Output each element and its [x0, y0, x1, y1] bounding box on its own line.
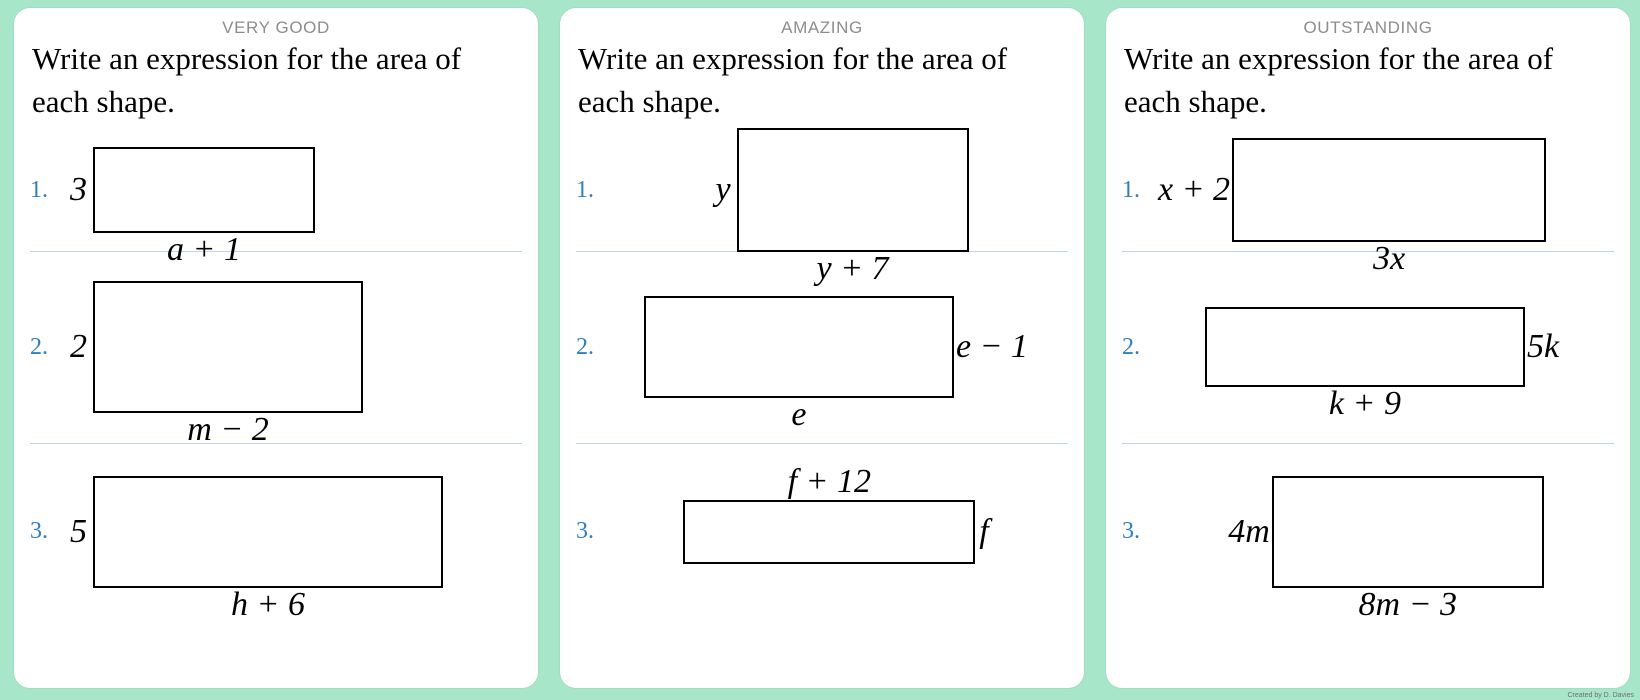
bottom-side-label: m − 2 — [187, 411, 269, 449]
question-figure — [64, 147, 522, 269]
card-instruction: Write an expression for the area of each shape. — [578, 41, 1008, 119]
question-number: 3. — [30, 518, 48, 545]
question-figure — [610, 462, 1068, 564]
left-side-label: 4m — [1228, 512, 1270, 550]
question-figure — [64, 281, 522, 449]
left-side-label: x + 2 — [1158, 171, 1231, 209]
question-row — [30, 444, 522, 623]
question-figure — [610, 128, 1068, 288]
question-figure — [1156, 307, 1614, 423]
rectangle-shape — [644, 296, 954, 398]
question-number: 2. — [1122, 333, 1140, 360]
rectangle-wrap — [683, 462, 975, 564]
question-number: 3. — [1122, 518, 1140, 545]
left-side-label: 5 — [70, 512, 87, 550]
rectangle-wrap — [1205, 307, 1525, 423]
question-number: 3. — [576, 518, 594, 545]
left-side-label: y — [715, 171, 731, 209]
question-number: 1. — [576, 176, 594, 203]
card-level-label: VERY GOOD — [222, 18, 330, 37]
question-list — [1122, 130, 1614, 623]
rectangle-wrap — [93, 281, 363, 449]
question-figure — [1156, 476, 1614, 623]
left-side-label: 2 — [70, 328, 87, 366]
rectangle-wrap — [1272, 476, 1544, 623]
question-row — [30, 252, 522, 449]
card-instruction: Write an expression for the area of each shape. — [32, 41, 462, 119]
bottom-side-label: e — [791, 396, 807, 434]
card-outstanding — [1106, 8, 1630, 688]
question-number: 1. — [30, 176, 48, 203]
bottom-side-label: h + 6 — [231, 585, 305, 623]
rectangle-shape — [1205, 307, 1525, 387]
question-row — [1122, 252, 1614, 444]
question-figure — [1156, 138, 1614, 278]
credit-text: Created by D. Davies — [1567, 692, 1634, 699]
rectangle-wrap — [737, 128, 969, 288]
question-row — [30, 130, 522, 269]
top-side-label: f + 12 — [787, 462, 871, 500]
rectangle-shape — [1232, 138, 1546, 242]
bottom-side-label: y + 7 — [816, 250, 889, 288]
question-list — [576, 130, 1068, 620]
card-amazing — [560, 8, 1084, 688]
question-figure — [64, 476, 522, 623]
rectangle-wrap — [644, 296, 954, 434]
question-number: 2. — [30, 333, 48, 360]
question-list — [30, 130, 522, 623]
bottom-side-label: 8m − 3 — [1358, 585, 1458, 623]
rectangle-shape — [93, 147, 315, 233]
rectangle-wrap — [1232, 138, 1546, 278]
question-row — [576, 130, 1068, 288]
right-side-label: f — [979, 512, 989, 550]
card-level-label: AMAZING — [781, 18, 863, 37]
rectangle-shape — [737, 128, 969, 252]
question-row — [576, 444, 1068, 620]
right-side-label: 5k — [1526, 328, 1560, 366]
rectangle-wrap — [93, 476, 443, 623]
left-side-label: 3 — [70, 171, 87, 209]
card-level-label: OUTSTANDING — [1303, 18, 1433, 37]
question-figure — [610, 296, 1068, 434]
rectangle-wrap — [93, 147, 315, 269]
right-side-label: e − 1 — [955, 328, 1029, 366]
card-instruction: Write an expression for the area of each shape. — [1124, 41, 1554, 119]
card-very-good — [14, 8, 538, 688]
question-row — [1122, 130, 1614, 278]
question-number: 1. — [1122, 176, 1140, 203]
bottom-side-label: a + 1 — [167, 231, 241, 269]
bottom-side-label: 3x — [1373, 240, 1406, 278]
bottom-side-label: k + 9 — [1328, 385, 1401, 423]
rectangle-shape — [683, 500, 975, 564]
question-number: 2. — [576, 333, 594, 360]
rectangle-shape — [93, 281, 363, 413]
question-row — [576, 252, 1068, 444]
question-row — [1122, 444, 1614, 623]
rectangle-shape — [93, 476, 443, 588]
rectangle-shape — [1272, 476, 1544, 588]
